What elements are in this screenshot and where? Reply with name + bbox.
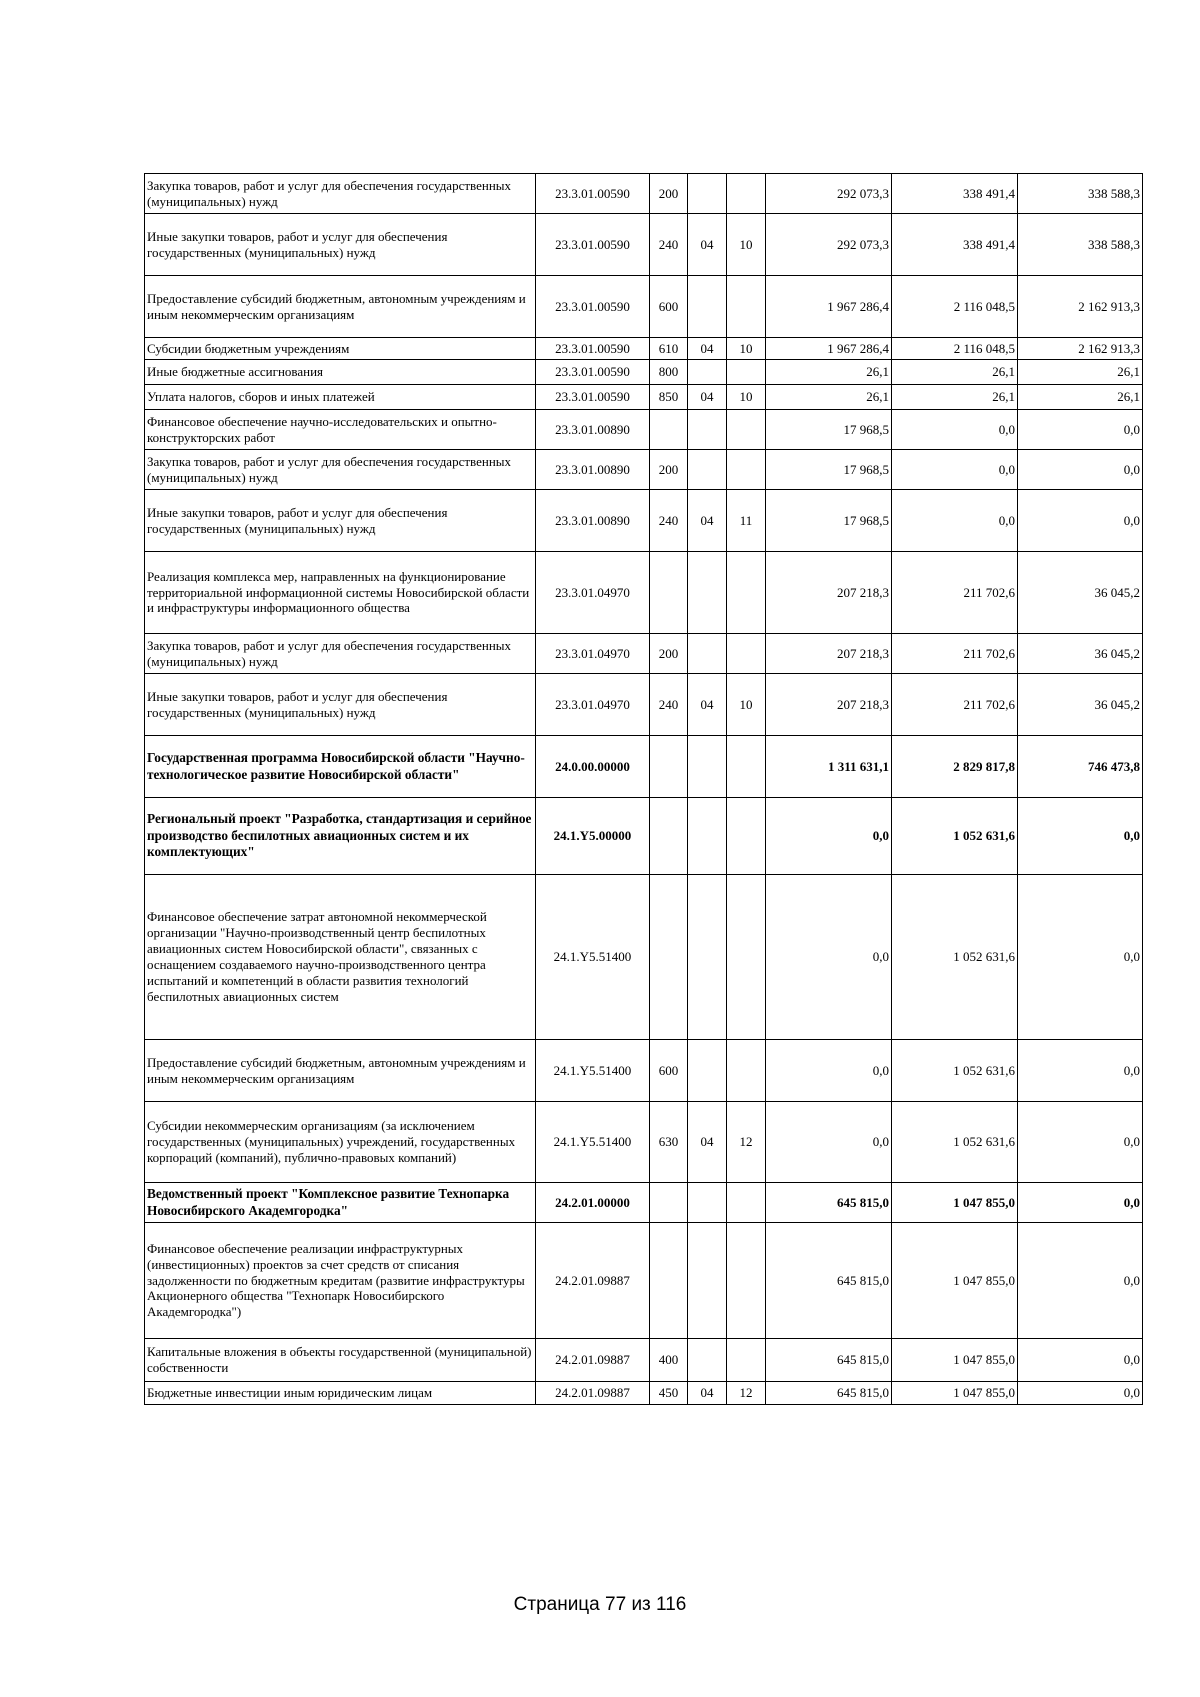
row-name: Закупка товаров, работ и услуг для обеспечения государственных (муниципальных) нужд (145, 634, 536, 674)
row-amount-3: 0,0 (1018, 1183, 1143, 1223)
row-name: Иные бюджетные ассигнования (145, 360, 536, 385)
row-csr: 23.3.01.04970 (536, 674, 650, 736)
row-amount-1: 26,1 (766, 385, 892, 410)
row-amount-1: 645 815,0 (766, 1183, 892, 1223)
row-rz: 04 (688, 674, 727, 736)
row-name: Закупка товаров, работ и услуг для обеспечения государственных (муниципальных) нужд (145, 450, 536, 490)
row-amount-2: 211 702,6 (892, 674, 1018, 736)
row-amount-1: 292 073,3 (766, 174, 892, 214)
row-pr (727, 1339, 766, 1382)
row-amount-1: 207 218,3 (766, 674, 892, 736)
row-amount-2: 1 047 855,0 (892, 1223, 1018, 1339)
row-pr (727, 276, 766, 338)
row-amount-1: 292 073,3 (766, 214, 892, 276)
row-amount-3: 0,0 (1018, 1040, 1143, 1102)
row-vr: 200 (650, 174, 688, 214)
row-name: Финансовое обеспечение научно-исследовательских и опытно-конструкторских работ (145, 410, 536, 450)
table-row (145, 214, 1143, 276)
table-row (145, 674, 1143, 736)
row-pr: 12 (727, 1102, 766, 1183)
row-vr (650, 736, 688, 798)
row-pr (727, 410, 766, 450)
row-rz: 04 (688, 338, 727, 360)
row-name: Предоставление субсидий бюджетным, автономным учреждениям и иным некоммерческим организациям (145, 1040, 536, 1102)
table-row (145, 552, 1143, 634)
table-row (145, 276, 1143, 338)
row-rz (688, 360, 727, 385)
row-amount-3: 0,0 (1018, 1102, 1143, 1183)
row-vr: 800 (650, 360, 688, 385)
row-pr (727, 1040, 766, 1102)
budget-table (144, 173, 1143, 1405)
row-amount-3: 2 162 913,3 (1018, 338, 1143, 360)
row-csr: 23.3.01.00590 (536, 385, 650, 410)
row-amount-3: 0,0 (1018, 1382, 1143, 1405)
row-amount-1: 17 968,5 (766, 450, 892, 490)
row-vr: 850 (650, 385, 688, 410)
row-amount-2: 26,1 (892, 360, 1018, 385)
row-rz (688, 174, 727, 214)
row-amount-3: 36 045,2 (1018, 552, 1143, 634)
row-rz (688, 276, 727, 338)
row-amount-2: 1 052 631,6 (892, 1102, 1018, 1183)
row-amount-2: 1 047 855,0 (892, 1339, 1018, 1382)
row-rz: 04 (688, 214, 727, 276)
row-pr (727, 634, 766, 674)
row-csr: 23.3.01.00890 (536, 490, 650, 552)
row-name: Закупка товаров, работ и услуг для обеспечения государственных (муниципальных) нужд (145, 174, 536, 214)
row-pr (727, 360, 766, 385)
row-csr: 24.2.01.09887 (536, 1339, 650, 1382)
table-row (145, 385, 1143, 410)
row-rz: 04 (688, 1102, 727, 1183)
table-body (145, 174, 1143, 1405)
table-row (145, 490, 1143, 552)
row-amount-3: 0,0 (1018, 450, 1143, 490)
row-amount-3: 0,0 (1018, 1339, 1143, 1382)
row-rz: 04 (688, 490, 727, 552)
row-amount-2: 211 702,6 (892, 552, 1018, 634)
row-amount-1: 26,1 (766, 360, 892, 385)
row-vr (650, 1183, 688, 1223)
row-amount-3: 0,0 (1018, 875, 1143, 1040)
row-name: Субсидии некоммерческим организациям (за исключением государственных (муниципальных) учреждений, государственных корпораций (компаний), публично-правовых компаний) (145, 1102, 536, 1183)
row-pr (727, 174, 766, 214)
row-csr: 24.2.01.00000 (536, 1183, 650, 1223)
row-pr: 10 (727, 385, 766, 410)
row-vr (650, 410, 688, 450)
row-amount-2: 0,0 (892, 450, 1018, 490)
row-rz (688, 410, 727, 450)
row-vr (650, 798, 688, 875)
row-amount-3: 0,0 (1018, 410, 1143, 450)
row-amount-1: 645 815,0 (766, 1223, 892, 1339)
row-amount-1: 1 967 286,4 (766, 276, 892, 338)
page-number: Страница 77 из 116 (513, 1594, 687, 1615)
row-csr: 24.2.01.09887 (536, 1382, 650, 1405)
row-vr: 200 (650, 450, 688, 490)
table-row (145, 338, 1143, 360)
table-row (145, 1223, 1143, 1339)
row-amount-2: 1 047 855,0 (892, 1382, 1018, 1405)
row-csr: 23.3.01.00590 (536, 174, 650, 214)
table-row (145, 360, 1143, 385)
row-amount-1: 645 815,0 (766, 1339, 892, 1382)
table-row (145, 736, 1143, 798)
row-csr: 23.3.01.04970 (536, 552, 650, 634)
row-amount-3: 2 162 913,3 (1018, 276, 1143, 338)
row-pr: 11 (727, 490, 766, 552)
row-rz (688, 552, 727, 634)
row-amount-1: 645 815,0 (766, 1382, 892, 1405)
row-rz (688, 875, 727, 1040)
row-amount-3: 0,0 (1018, 490, 1143, 552)
row-vr: 400 (650, 1339, 688, 1382)
row-vr: 240 (650, 214, 688, 276)
row-amount-3: 36 045,2 (1018, 674, 1143, 736)
row-amount-3: 26,1 (1018, 360, 1143, 385)
row-amount-1: 207 218,3 (766, 634, 892, 674)
row-amount-2: 338 491,4 (892, 214, 1018, 276)
row-name: Финансовое обеспечение реализации инфраструктурных (инвестиционных) проектов за счет средств от списания задолженности по бюджетным кредитам (развитие инфраструктуры Акционерного общества "Технопарк Новосибирского Академгородка") (145, 1223, 536, 1339)
table-row (145, 1183, 1143, 1223)
row-vr: 240 (650, 674, 688, 736)
row-name: Субсидии бюджетным учреждениям (145, 338, 536, 360)
row-amount-1: 1 967 286,4 (766, 338, 892, 360)
row-name: Иные закупки товаров, работ и услуг для обеспечения государственных (муниципальных) нужд (145, 490, 536, 552)
row-amount-3: 0,0 (1018, 798, 1143, 875)
row-name: Иные закупки товаров, работ и услуг для обеспечения государственных (муниципальных) нужд (145, 214, 536, 276)
row-csr: 24.1.Y5.51400 (536, 1040, 650, 1102)
row-pr: 10 (727, 214, 766, 276)
row-amount-1: 17 968,5 (766, 490, 892, 552)
row-rz: 04 (688, 1382, 727, 1405)
row-csr: 24.2.01.09887 (536, 1223, 650, 1339)
row-name: Капитальные вложения в объекты государственной (муниципальной) собственности (145, 1339, 536, 1382)
row-amount-3: 26,1 (1018, 385, 1143, 410)
row-amount-1: 1 311 631,1 (766, 736, 892, 798)
row-rz (688, 798, 727, 875)
row-name: Ведомственный проект "Комплексное развитие Технопарка Новосибирского Академгородка" (145, 1183, 536, 1223)
row-rz (688, 1339, 727, 1382)
row-amount-2: 1 047 855,0 (892, 1183, 1018, 1223)
row-pr (727, 875, 766, 1040)
row-rz (688, 1040, 727, 1102)
row-name: Реализация комплекса мер, направленных на функционирование территориальной информационной системы Новосибирской области и инфраструктуры информационного общества (145, 552, 536, 634)
row-rz (688, 736, 727, 798)
row-csr: 24.1.Y5.51400 (536, 875, 650, 1040)
row-amount-2: 2 116 048,5 (892, 276, 1018, 338)
table-row (145, 1102, 1143, 1183)
row-csr: 23.3.01.04970 (536, 634, 650, 674)
row-amount-2: 2 829 817,8 (892, 736, 1018, 798)
row-csr: 23.3.01.00590 (536, 276, 650, 338)
row-csr: 24.0.00.00000 (536, 736, 650, 798)
row-rz (688, 1223, 727, 1339)
row-csr: 24.1.Y5.51400 (536, 1102, 650, 1183)
row-name: Финансовое обеспечение затрат автономной некоммерческой организации "Научно-производственный центр беспилотных авиационных систем Новосибирской области", связанных с оснащением создаваемого научно-производственного центра испытаний и компетенций в области развития технологий беспилотных авиационных систем (145, 875, 536, 1040)
row-vr (650, 875, 688, 1040)
row-amount-2: 2 116 048,5 (892, 338, 1018, 360)
table-row (145, 1339, 1143, 1382)
row-csr: 23.3.01.00890 (536, 410, 650, 450)
row-name: Уплата налогов, сборов и иных платежей (145, 385, 536, 410)
row-pr (727, 1223, 766, 1339)
row-pr: 12 (727, 1382, 766, 1405)
row-name: Региональный проект "Разработка, стандартизация и серийное производство беспилотных авиационных систем и их комплектующих" (145, 798, 536, 875)
row-rz (688, 1183, 727, 1223)
row-csr: 23.3.01.00590 (536, 360, 650, 385)
row-csr: 23.3.01.00590 (536, 214, 650, 276)
row-pr (727, 798, 766, 875)
row-name: Иные закупки товаров, работ и услуг для обеспечения государственных (муниципальных) нужд (145, 674, 536, 736)
table-row (145, 174, 1143, 214)
row-rz (688, 450, 727, 490)
row-vr: 610 (650, 338, 688, 360)
row-amount-3: 338 588,3 (1018, 214, 1143, 276)
table-row (145, 634, 1143, 674)
row-vr: 600 (650, 1040, 688, 1102)
row-amount-3: 746 473,8 (1018, 736, 1143, 798)
row-pr (727, 736, 766, 798)
row-amount-2: 1 052 631,6 (892, 875, 1018, 1040)
row-amount-1: 0,0 (766, 1102, 892, 1183)
table-row (145, 1382, 1143, 1405)
row-rz: 04 (688, 385, 727, 410)
row-amount-1: 17 968,5 (766, 410, 892, 450)
row-vr (650, 1223, 688, 1339)
row-vr: 450 (650, 1382, 688, 1405)
row-amount-3: 338 588,3 (1018, 174, 1143, 214)
table-row (145, 410, 1143, 450)
row-name: Предоставление субсидий бюджетным, автономным учреждениям и иным некоммерческим организациям (145, 276, 536, 338)
row-pr (727, 450, 766, 490)
table-row (145, 450, 1143, 490)
row-amount-1: 0,0 (766, 1040, 892, 1102)
row-amount-2: 1 052 631,6 (892, 1040, 1018, 1102)
row-name: Бюджетные инвестиции иным юридическим лицам (145, 1382, 536, 1405)
row-vr: 630 (650, 1102, 688, 1183)
table-row (145, 1040, 1143, 1102)
row-amount-3: 36 045,2 (1018, 634, 1143, 674)
table-row (145, 798, 1143, 875)
row-vr: 600 (650, 276, 688, 338)
row-vr: 240 (650, 490, 688, 552)
row-csr: 23.3.01.00890 (536, 450, 650, 490)
row-amount-1: 0,0 (766, 875, 892, 1040)
row-amount-1: 207 218,3 (766, 552, 892, 634)
row-vr: 200 (650, 634, 688, 674)
row-amount-2: 26,1 (892, 385, 1018, 410)
row-vr (650, 552, 688, 634)
row-pr: 10 (727, 338, 766, 360)
row-amount-2: 1 052 631,6 (892, 798, 1018, 875)
row-csr: 23.3.01.00590 (536, 338, 650, 360)
table-row (145, 875, 1143, 1040)
row-pr (727, 1183, 766, 1223)
row-amount-2: 338 491,4 (892, 174, 1018, 214)
row-amount-2: 211 702,6 (892, 634, 1018, 674)
row-amount-2: 0,0 (892, 410, 1018, 450)
row-rz (688, 634, 727, 674)
row-name: Государственная программа Новосибирской области "Научно-технологическое развитие Новосибирской области" (145, 736, 536, 798)
row-pr (727, 552, 766, 634)
row-amount-1: 0,0 (766, 798, 892, 875)
row-amount-2: 0,0 (892, 490, 1018, 552)
row-amount-3: 0,0 (1018, 1223, 1143, 1339)
row-pr: 10 (727, 674, 766, 736)
row-csr: 24.1.Y5.00000 (536, 798, 650, 875)
